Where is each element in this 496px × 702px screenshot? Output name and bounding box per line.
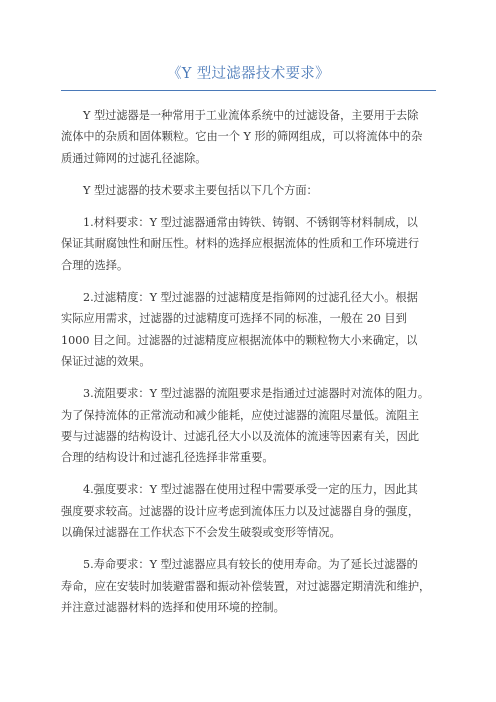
paragraph-line: Y 型过滤器是一种常用于工业流体系统中的过滤设备，主要用于去除 [83,109,419,122]
paragraph-line: 为了保持流体的正常流动和减少能耗，应使过滤器的流阻尽量低。流阻主 [61,408,420,422]
paragraph-line: 3.流阻要求：Y 型过滤器的流阻要求是指通过过滤器时对流体的阻力。 [83,387,430,401]
paragraph-line: 1000 目之间。过滤器的过滤精度应根据流体中的颗粒物大小来确定，以 [61,333,418,347]
paragraph-line: 4.强度要求：Y 型过滤器在使用过程中需要承受一定的压力，因此其 [83,483,418,497]
title-underline [61,90,436,91]
paragraph-intro [61,105,436,169]
paragraph-line: 5.寿命要求：Y 型过滤器应具有较长的使用寿命。为了延长过滤器的 [83,558,418,572]
document-body [61,105,436,618]
paragraph-line: 并注意过滤器材料的选择和使用环境的控制。 [61,600,285,614]
paragraph-precision [61,287,436,372]
paragraph-line: 合理的结构设计和过滤孔径选择非常重要。 [61,451,274,465]
paragraph-material [61,212,436,276]
paragraph-flow-resistance [61,383,436,468]
paragraph-line: 实际应用需求，过滤器的过滤精度可选择不同的标准，一般在 20 目到 [61,312,407,326]
paragraph-line: 2.过滤精度：Y 型过滤器的过滤精度是指筛网的过滤孔径大小。根据 [83,291,418,305]
paragraph-line: 要与过滤器的结构设计、过滤孔径大小以及流体的流速等因素有关，因此 [61,429,420,443]
paragraph-line: 保证过滤的效果。 [61,354,151,368]
paragraph-line: 以确保过滤器在工作状态下不会发生破裂或变形等情况。 [61,526,341,540]
paragraph-line: 1.材料要求：Y 型过滤器通常由铸铁、铸钢、不锈钢等材料制成，以 [83,216,418,230]
paragraph-line: 强度要求较高。过滤器的设计应考虑到流体压力以及过滤器自身的强度， [61,504,420,518]
paragraph-line: 流体中的杂质和固体颗粒。它由一个 Y 形的筛网组成，可以将流体中的杂 [61,130,423,144]
paragraph-overview [61,180,436,201]
paragraph-line: Y 型过滤器的技术要求主要包括以下几个方面： [83,183,318,197]
paragraph-lifespan [61,554,436,618]
paragraph-line: 寿命，应在安装时加装避雷器和振动补偿装置，对过滤器定期清洗和维护， [61,579,431,593]
paragraph-strength [61,479,436,543]
paragraph-line: 质通过筛网的过滤孔径滤除。 [61,151,207,165]
document-title: 《Y 型过滤器技术要求》 [167,66,330,82]
paragraph-line: 保证其耐腐蚀性和耐压性。材料的选择应根据流体的性质和工作环境进行 [61,237,420,251]
paragraph-line: 合理的选择。 [61,258,129,272]
